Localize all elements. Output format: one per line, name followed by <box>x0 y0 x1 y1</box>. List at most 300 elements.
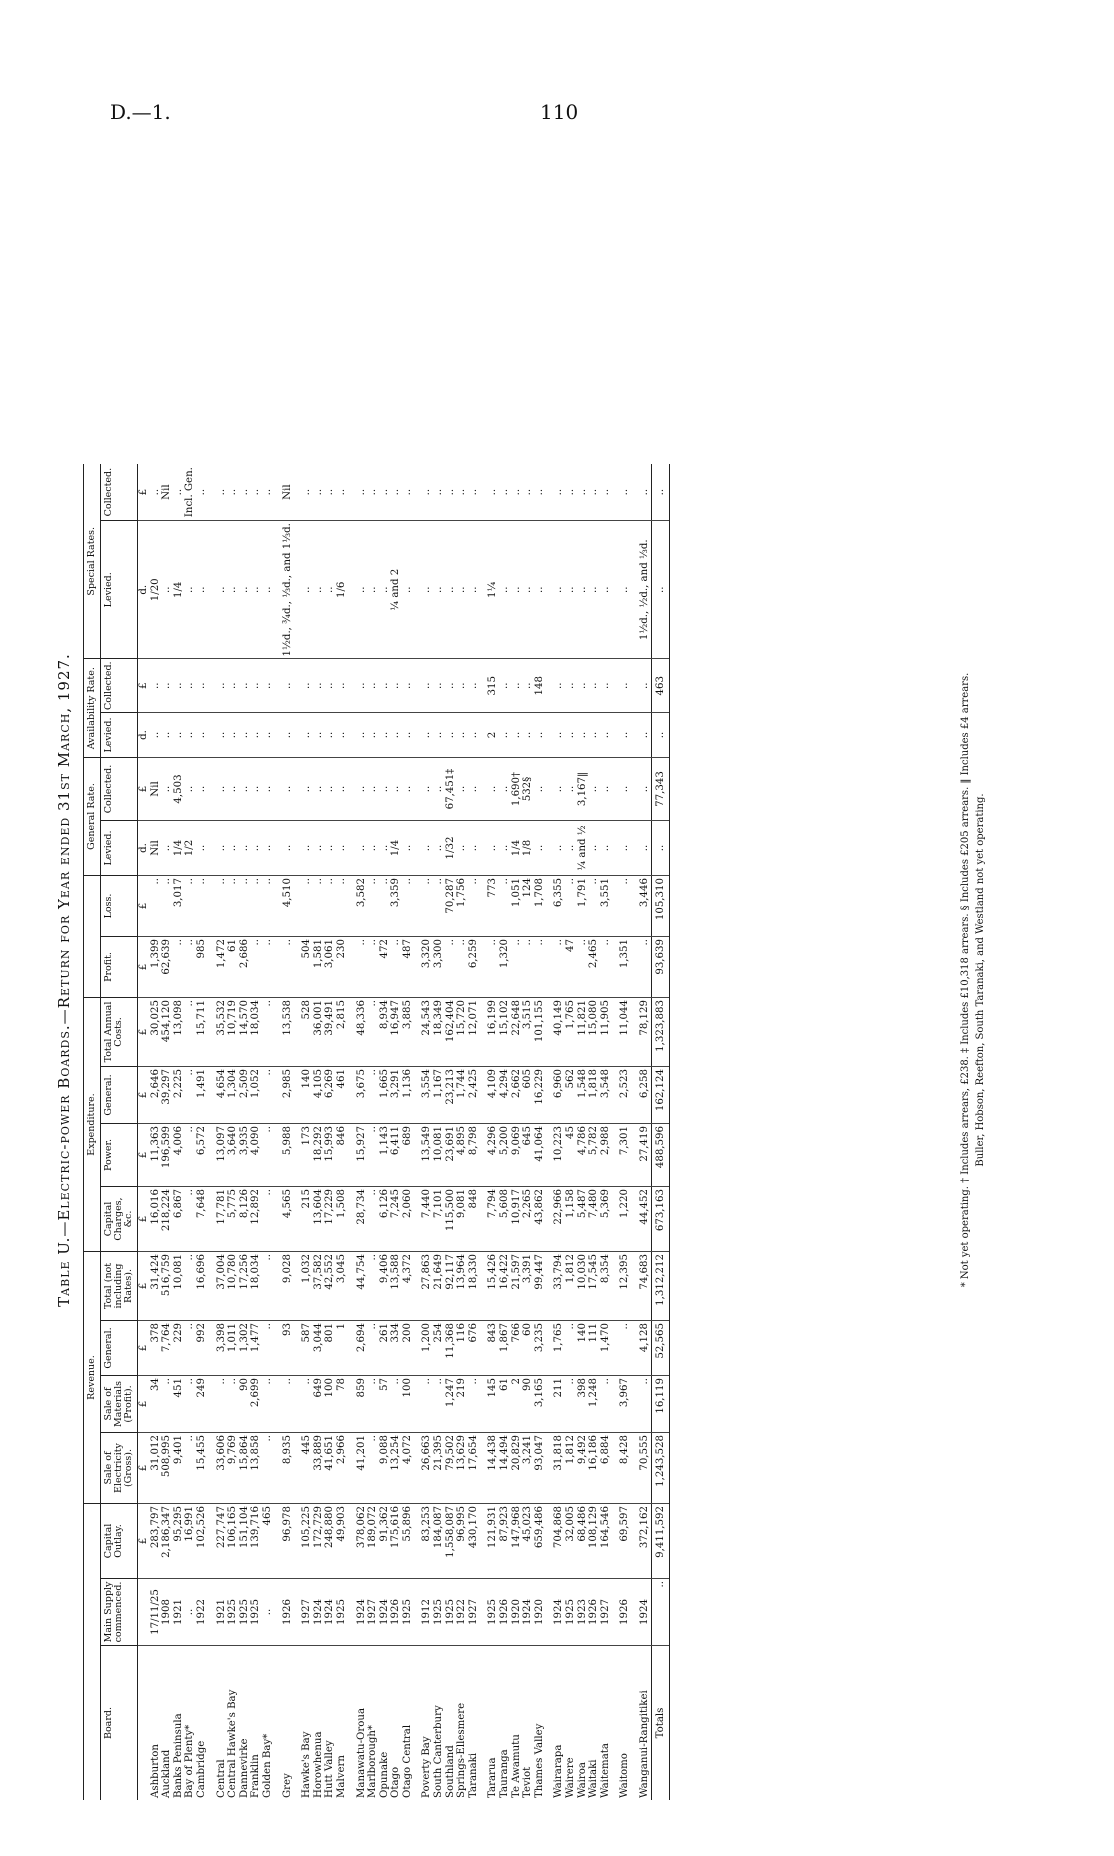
value-cell: 33,889 <box>313 1433 325 1504</box>
value-cell: 83,253 <box>421 1504 433 1579</box>
value-cell: 1925 <box>239 1579 251 1646</box>
board-name-cell: Dannevirke <box>238 1738 250 1798</box>
value-cell: 283,797 <box>150 1504 162 1579</box>
column-header: Total (not including Rates). <box>101 1252 138 1321</box>
board-name-cell: Bay of Plenty* <box>184 1724 196 1798</box>
value-cell: 11,905 <box>600 998 612 1067</box>
value-cell: 16,229 <box>534 1067 546 1124</box>
value-cell: .. <box>161 758 173 821</box>
value-cell: 99,447 <box>534 1252 546 1321</box>
value-cell: .. <box>456 821 468 876</box>
value-cell: .. <box>522 937 534 998</box>
value-cell: 1,248 <box>588 1376 600 1433</box>
value-cell: 13,097 <box>216 1124 228 1187</box>
value-cell: .. <box>445 464 457 521</box>
totals-cell: 93,639 <box>651 937 670 998</box>
value-cell: 4,786 <box>577 1124 589 1187</box>
table-row <box>196 464 208 1800</box>
value-cell: 121,931 <box>487 1504 499 1579</box>
value-cell: 1924 <box>522 1579 534 1646</box>
value-cell: .. <box>499 659 511 713</box>
value-cell: 1925 <box>433 1579 445 1646</box>
value-cell: .. <box>301 464 313 521</box>
board-name-cell: Waitemata <box>599 1743 611 1798</box>
board-name-cell: Poverty Bay <box>421 1736 433 1798</box>
group-spacer <box>611 464 619 1800</box>
table-row <box>336 464 348 1800</box>
value-cell: 32,005 <box>565 1504 577 1579</box>
totals-cell: 162,124 <box>651 1067 670 1124</box>
value-cell: .. <box>433 713 445 758</box>
value-cell: .. <box>367 821 379 876</box>
value-cell: 1925 <box>227 1579 239 1646</box>
value-cell: .. <box>313 713 325 758</box>
value-cell: 219 <box>456 1376 468 1433</box>
value-cell: .. <box>445 713 457 758</box>
value-cell: 78 <box>336 1376 348 1433</box>
column-header: Capital Charges, &c. <box>101 1187 138 1252</box>
value-cell: 1,765 <box>565 998 577 1067</box>
value-cell: 27,863 <box>421 1252 433 1321</box>
value-cell: 248,880 <box>324 1504 336 1579</box>
value-cell: 1/4 <box>511 821 523 876</box>
value-cell: 1,765 <box>553 1321 565 1376</box>
value-cell: 3,291 <box>390 1067 402 1124</box>
value-cell: 2,186,347 <box>161 1504 173 1579</box>
value-cell: 1,052 <box>250 1067 262 1124</box>
value-cell: 7,764 <box>161 1321 173 1376</box>
value-cell: .. <box>468 521 480 659</box>
column-header: Sale of Electricity (Gross). <box>101 1433 138 1504</box>
board-name-cell: Horowhenua <box>312 1731 324 1798</box>
board-name-cell: Southland <box>444 1745 456 1798</box>
table-row <box>600 464 612 1800</box>
table-row <box>173 464 185 1800</box>
board-name-cell: Manawatu-Oroua <box>355 1707 367 1798</box>
value-cell: 175,616 <box>390 1504 402 1579</box>
value-cell: 2,523 <box>619 1067 631 1124</box>
totals-cell: .. <box>651 464 670 521</box>
value-cell: 1926 <box>390 1579 402 1646</box>
value-cell: .. <box>184 659 196 713</box>
value-cell: .. <box>619 521 631 659</box>
value-cell: .. <box>639 821 651 876</box>
value-cell: .. <box>173 713 185 758</box>
value-cell: .. <box>402 521 414 659</box>
board-name-cell: Malvern <box>335 1755 347 1798</box>
value-cell: 10,917 <box>511 1187 523 1252</box>
value-cell: 1/32 <box>445 821 457 876</box>
value-cell: .. <box>184 1187 196 1252</box>
value-cell: 1,818 <box>588 1067 600 1124</box>
value-cell: 15,102 <box>499 998 511 1067</box>
value-cell: .. <box>216 758 228 821</box>
value-cell: 21,597 <box>511 1252 523 1321</box>
value-cell: .. <box>600 758 612 821</box>
value-cell: 108,129 <box>588 1504 600 1579</box>
value-cell: 12,071 <box>468 998 480 1067</box>
board-name-cell: Wairere <box>565 1757 576 1798</box>
value-cell: 5,369 <box>600 1187 612 1252</box>
value-cell: 5,775 <box>227 1187 239 1252</box>
value-cell: .. <box>196 713 208 758</box>
board-name-cell: Teviot <box>522 1766 534 1798</box>
value-cell: .. <box>161 821 173 876</box>
value-cell: 16,186 <box>588 1433 600 1504</box>
value-cell: 4,090 <box>250 1124 262 1187</box>
table-row <box>553 464 565 1800</box>
table-row <box>313 464 325 1800</box>
value-cell: 8,354 <box>600 1252 612 1321</box>
value-cell: .. <box>577 937 589 998</box>
column-header: Board. <box>101 1646 138 1801</box>
value-cell: .. <box>565 521 577 659</box>
value-cell: .. <box>282 659 294 713</box>
value-cell: .. <box>553 758 565 821</box>
value-cell: .. <box>511 464 523 521</box>
value-cell: 21,649 <box>433 1252 445 1321</box>
table-row <box>324 464 336 1800</box>
value-cell: 18,349 <box>433 998 445 1067</box>
value-cell: .. <box>262 659 274 713</box>
value-cell: .. <box>487 821 499 876</box>
value-cell: ¼ and 2 <box>390 521 402 659</box>
value-cell: .. <box>184 1124 196 1187</box>
value-cell: 1921 <box>216 1579 228 1646</box>
value-cell: 398 <box>577 1376 589 1433</box>
value-cell: 6,884 <box>600 1433 612 1504</box>
value-cell: .. <box>367 876 379 937</box>
value-cell: 773 <box>487 876 499 937</box>
value-cell: .. <box>196 659 208 713</box>
value-cell: 843 <box>487 1321 499 1376</box>
value-cell: 4,109 <box>487 1067 499 1124</box>
value-cell: .. <box>150 464 162 521</box>
value-cell: 3,398 <box>216 1321 228 1376</box>
value-cell: .. <box>336 821 348 876</box>
value-cell: 1/4 <box>173 821 185 876</box>
value-cell: .. <box>336 713 348 758</box>
value-cell: 12,395 <box>619 1252 631 1321</box>
value-cell: .. <box>356 758 368 821</box>
value-cell: .. <box>336 464 348 521</box>
value-cell: 20,829 <box>511 1433 523 1504</box>
value-cell: .. <box>402 821 414 876</box>
value-cell: .. <box>250 521 262 659</box>
value-cell: .. <box>553 464 565 521</box>
value-cell: .. <box>184 1321 196 1376</box>
value-cell: 9,406 <box>379 1252 391 1321</box>
totals-cell: 105,310 <box>651 876 670 937</box>
value-cell: .. <box>227 876 239 937</box>
value-cell: 1925 <box>250 1579 262 1646</box>
value-cell: 508,995 <box>161 1433 173 1504</box>
value-cell: .. <box>577 464 589 521</box>
value-cell: .. <box>433 821 445 876</box>
value-cell: .. <box>184 1433 196 1504</box>
value-cell: 18,034 <box>250 1252 262 1321</box>
unit-cell: £ <box>138 758 150 821</box>
value-cell: 13,588 <box>390 1252 402 1321</box>
table-row <box>445 464 457 1800</box>
value-cell: 74,683 <box>639 1252 651 1321</box>
value-cell: 1926 <box>282 1579 294 1646</box>
value-cell: 985 <box>196 937 208 998</box>
value-cell: 17,229 <box>324 1187 336 1252</box>
value-cell: .. <box>239 758 251 821</box>
value-cell: .. <box>239 821 251 876</box>
value-cell: .. <box>196 521 208 659</box>
value-cell: 24,543 <box>421 998 433 1067</box>
totals-cell: .. <box>651 521 670 659</box>
value-cell: 1920 <box>534 1579 546 1646</box>
value-cell: 1922 <box>196 1579 208 1646</box>
value-cell: 3,551 <box>600 876 612 937</box>
board-name-cell: Tararua <box>487 1757 499 1798</box>
value-cell: 8,935 <box>282 1433 294 1504</box>
value-cell: 1923 <box>577 1579 589 1646</box>
value-cell: 14,570 <box>239 998 251 1067</box>
table-row <box>588 464 600 1800</box>
board-name-cell: Banks Peninsula <box>172 1713 184 1798</box>
value-cell: .. <box>184 937 196 998</box>
value-cell: 1927 <box>600 1579 612 1646</box>
value-cell: .. <box>402 713 414 758</box>
value-cell: 68,486 <box>577 1504 589 1579</box>
value-cell: .. <box>421 758 433 821</box>
value-cell: .. <box>421 713 433 758</box>
table-row <box>356 464 368 1800</box>
value-cell: 1,812 <box>565 1252 577 1321</box>
blank-group <box>84 1504 101 1801</box>
table-row <box>487 464 499 1800</box>
value-cell: .. <box>313 659 325 713</box>
value-cell: .. <box>487 937 499 998</box>
value-cell: .. <box>336 758 348 821</box>
totals-cell: 16,119 <box>651 1376 670 1433</box>
value-cell: 4,565 <box>282 1187 294 1252</box>
value-cell: .. <box>468 659 480 713</box>
value-cell: 26,663 <box>421 1433 433 1504</box>
value-cell: .. <box>390 464 402 521</box>
value-cell: .. <box>262 713 274 758</box>
value-cell: .. <box>588 521 600 659</box>
value-cell: 7,101 <box>433 1187 445 1252</box>
value-cell: 6,867 <box>173 1187 185 1252</box>
value-cell: 1,220 <box>619 1187 631 1252</box>
value-cell: .. <box>301 758 313 821</box>
value-cell: 3,967 <box>619 1376 631 1433</box>
column-header: Collected. <box>101 464 138 521</box>
value-cell: 3,391 <box>522 1252 534 1321</box>
value-cell: 10,081 <box>173 1252 185 1321</box>
value-cell: 22,648 <box>511 998 523 1067</box>
value-cell: .. <box>433 659 445 713</box>
column-header: Loss. <box>101 876 138 937</box>
value-cell: 18,330 <box>468 1252 480 1321</box>
value-cell: .. <box>487 464 499 521</box>
board-name-cell: Cambridge <box>195 1740 207 1798</box>
value-cell: 4,510 <box>282 876 294 937</box>
totals-row <box>651 464 670 1800</box>
value-cell: .. <box>456 713 468 758</box>
value-cell: 454,120 <box>161 998 173 1067</box>
value-cell: .. <box>402 659 414 713</box>
value-cell: ¼ and ½ <box>577 821 589 876</box>
value-cell: 31,424 <box>150 1252 162 1321</box>
board-name-cell: Otago <box>390 1766 402 1798</box>
value-cell: 846 <box>336 1124 348 1187</box>
value-cell: .. <box>173 464 185 521</box>
value-cell: 39,491 <box>324 998 336 1067</box>
value-cell: 93 <box>282 1321 294 1376</box>
totals-cell: 673,163 <box>651 1187 670 1252</box>
value-cell: .. <box>619 876 631 937</box>
value-cell: 4,105 <box>313 1067 325 1124</box>
page-number: 110 <box>540 100 579 124</box>
value-cell: 13,629 <box>456 1433 468 1504</box>
value-cell: 211 <box>553 1376 565 1433</box>
value-cell: .. <box>301 821 313 876</box>
value-cell: 8,934 <box>379 998 391 1067</box>
value-cell: 11,821 <box>577 998 589 1067</box>
value-cell: 23,691 <box>445 1124 457 1187</box>
value-cell: 649 <box>313 1376 325 1433</box>
value-cell: 100 <box>402 1376 414 1433</box>
value-cell: .. <box>421 521 433 659</box>
value-cell: .. <box>324 659 336 713</box>
value-cell: .. <box>336 876 348 937</box>
value-cell: .. <box>402 876 414 937</box>
value-cell: .. <box>367 713 379 758</box>
value-cell: .. <box>433 876 445 937</box>
value-cell: 7,440 <box>421 1187 433 1252</box>
value-cell: 1,558,087 <box>445 1504 457 1579</box>
value-cell: 3,235 <box>534 1321 546 1376</box>
value-cell: 8,126 <box>239 1187 251 1252</box>
totals-cell: 1,323,883 <box>651 998 670 1067</box>
value-cell: .. <box>445 521 457 659</box>
value-cell: 1,158 <box>565 1187 577 1252</box>
value-cell: 23,213 <box>445 1067 457 1124</box>
table-row <box>250 464 262 1800</box>
value-cell: 1925 <box>336 1579 348 1646</box>
value-cell: 1,351 <box>619 937 631 998</box>
value-cell: 1 <box>336 1321 348 1376</box>
value-cell: 139,716 <box>250 1504 262 1579</box>
value-cell: 1/4 <box>390 821 402 876</box>
value-cell: 1927 <box>301 1579 313 1646</box>
value-cell: 4,654 <box>216 1067 228 1124</box>
value-cell: .. <box>588 659 600 713</box>
value-cell: 16,947 <box>390 998 402 1067</box>
unit-cell: £ <box>138 876 150 937</box>
value-cell: .. <box>313 464 325 521</box>
value-cell: 15,711 <box>196 998 208 1067</box>
value-cell: 5,487 <box>577 1187 589 1252</box>
value-cell: .. <box>390 659 402 713</box>
value-cell: 102,526 <box>196 1504 208 1579</box>
value-cell: .. <box>639 1376 651 1433</box>
value-cell: 6,960 <box>553 1067 565 1124</box>
value-cell: 801 <box>324 1321 336 1376</box>
value-cell: 227,747 <box>216 1504 228 1579</box>
value-cell: .. <box>239 713 251 758</box>
value-cell: .. <box>456 464 468 521</box>
value-cell: 1922 <box>456 1579 468 1646</box>
page-reference: D.—1. <box>110 100 171 124</box>
value-cell: 3,548 <box>600 1067 612 1124</box>
value-cell: 15,993 <box>324 1124 336 1187</box>
value-cell: .. <box>356 937 368 998</box>
group-general-rate: General Rate. <box>84 758 101 876</box>
board-name-cell: Central Hawke's Bay <box>227 1689 239 1798</box>
value-cell: 90 <box>239 1376 251 1433</box>
unit-cell: £ <box>138 1067 150 1124</box>
column-header: Power. <box>101 1124 138 1187</box>
value-cell: .. <box>619 758 631 821</box>
unit-cell: £ <box>138 1504 150 1579</box>
value-cell: 1,756 <box>456 876 468 937</box>
value-cell: 1924 <box>324 1579 336 1646</box>
value-cell: 13,098 <box>173 998 185 1067</box>
value-cell: 11,368 <box>445 1321 457 1376</box>
value-cell: 147,968 <box>511 1504 523 1579</box>
value-cell: 12,892 <box>250 1187 262 1252</box>
value-cell: 1926 <box>499 1579 511 1646</box>
value-cell: 1920 <box>511 1579 523 1646</box>
value-cell: 3,515 <box>522 998 534 1067</box>
board-name-cell: Wanganui-Rangitikei <box>638 1690 650 1798</box>
value-cell: 605 <box>522 1067 534 1124</box>
table-row <box>456 464 468 1800</box>
value-cell: 36,001 <box>313 998 325 1067</box>
value-cell: .. <box>600 464 612 521</box>
value-cell: .. <box>639 659 651 713</box>
value-cell: 1,304 <box>227 1067 239 1124</box>
value-cell: 14,494 <box>499 1433 511 1504</box>
value-cell: 5,782 <box>588 1124 600 1187</box>
column-header-row <box>101 464 138 1800</box>
value-cell: .. <box>565 1321 577 1376</box>
value-cell: 10,780 <box>227 1252 239 1321</box>
value-cell: .. <box>184 1067 196 1124</box>
unit-cell: £ <box>138 1252 150 1321</box>
value-cell: 645 <box>522 1124 534 1187</box>
value-cell: 587 <box>301 1321 313 1376</box>
value-cell: .. <box>161 521 173 659</box>
value-cell: .. <box>184 521 196 659</box>
board-name-cell: Waitaki <box>588 1759 600 1798</box>
value-cell: .. <box>553 521 565 659</box>
value-cell: 2,646 <box>150 1067 162 1124</box>
value-cell: 659,486 <box>534 1504 546 1579</box>
value-cell: .. <box>565 876 577 937</box>
value-cell: 13,604 <box>313 1187 325 1252</box>
totals-cell: .. <box>651 1579 670 1646</box>
value-cell: .. <box>262 1124 274 1187</box>
value-cell: .. <box>216 821 228 876</box>
value-cell: .. <box>456 659 468 713</box>
value-cell: 7,480 <box>588 1187 600 1252</box>
value-cell: 1,867 <box>499 1321 511 1376</box>
value-cell: .. <box>282 821 294 876</box>
value-cell: .. <box>216 464 228 521</box>
table-row <box>577 464 589 1800</box>
table-row <box>301 464 313 1800</box>
value-cell: 1,581 <box>313 937 325 998</box>
unit-cell: £ <box>138 998 150 1067</box>
